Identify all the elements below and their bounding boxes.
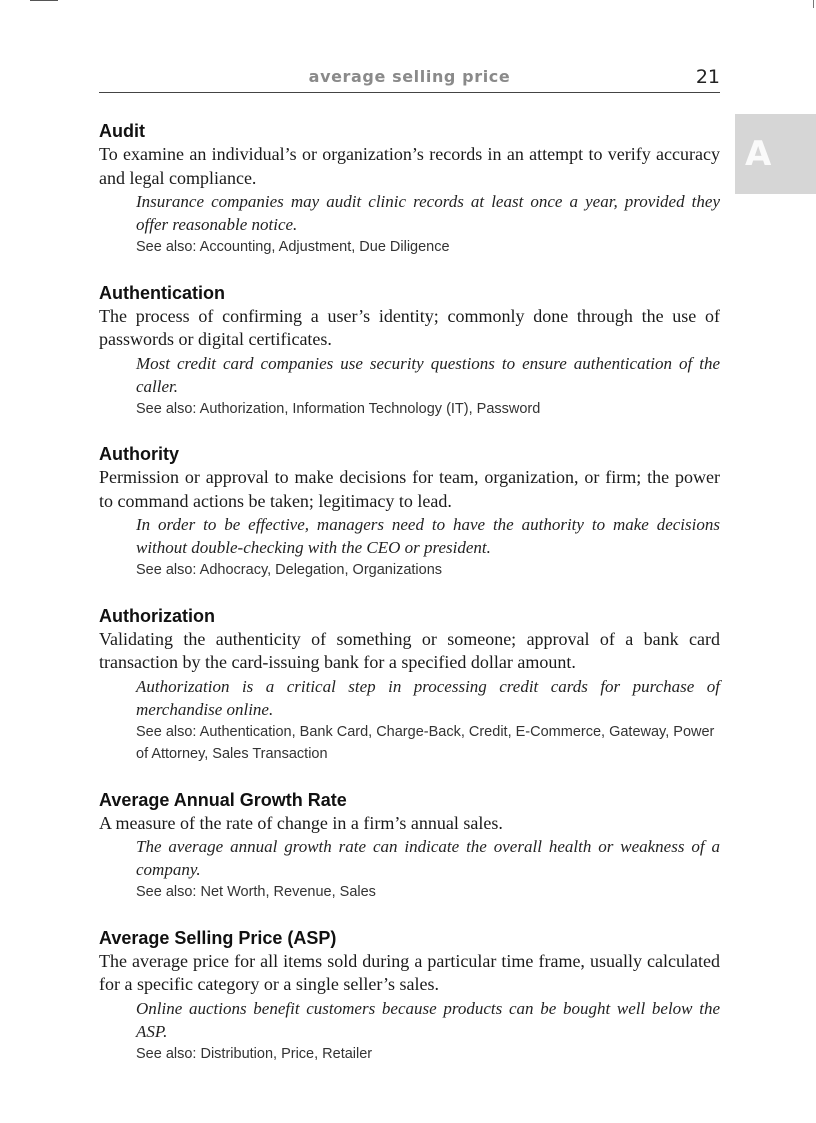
glossary-entry [99, 119, 720, 259]
entry-see-also: See also: Authorization, Information Technology (IT), Password [136, 400, 541, 417]
page-number: 21 [695, 66, 720, 88]
entry-definition: To examine an individual’s or organization’s records in an attempt to verify accuracy and legal compliance. [99, 144, 720, 188]
thumb-index-tab [735, 114, 816, 194]
running-header [99, 64, 720, 93]
entry-definition: A measure of the rate of change in a firm’s annual sales. [99, 812, 503, 833]
entry-example: In order to be effective, managers need to have the authority to make decisions without double-checking with the CEO or president. [136, 515, 720, 557]
entry-term: Authorization [99, 605, 215, 626]
entry-see-also: See also: Authentication, Bank Card, Charge-Back, Credit, E-Commerce, Gateway, Power of Attorney, Sales Transaction [136, 723, 715, 762]
entry-term: Audit [99, 121, 145, 141]
entry-definition: The average price for all items sold during a particular time frame, usually calculated for a specific category or a single seller’s sales. [99, 950, 720, 994]
entry-example: Online auctions benefit customers because products can be bought well below the ASP. [136, 998, 720, 1041]
entry-term: Average Selling Price (ASP) [99, 927, 337, 948]
entry-term: Average Annual Growth Rate [99, 789, 347, 810]
entry-see-also: See also: Accounting, Adjustment, Due Diligence [136, 239, 450, 255]
glossary-entry [99, 442, 720, 582]
entry-definition: Permission or approval to make decisions for team, organization, or firm; the power to command actions be taken; legitimacy to lead. [99, 467, 720, 511]
entry-definition: Validating the authenticity of something or someone; approval of a bank card transaction by the card-issuing bank for a specified dollar amount. [99, 628, 720, 672]
glossary-entry [99, 788, 720, 904]
entry-see-also: See also: Net Worth, Revenue, Sales [136, 884, 376, 900]
entry-term: Authority [99, 444, 179, 464]
entry-see-also: See also: Distribution, Price, Retailer [136, 1045, 373, 1062]
glossary-entry [99, 281, 720, 421]
crop-mark [813, 0, 814, 8]
entry-example: Insurance companies may audit clinic records at least once a year, provided they offer reasonable notice. [136, 192, 720, 234]
entry-example: The average annual growth rate can indicate the overall health or weakness of a company. [136, 837, 720, 879]
thumb-index-letter: A [745, 134, 772, 174]
entry-definition: The process of confirming a user’s identity; commonly done through the use of passwords or digital certificates. [99, 305, 720, 349]
entry-example: Most credit card companies use security questions to ensure authentication of the caller. [136, 353, 720, 396]
entry-see-also: See also: Adhocracy, Delegation, Organizations [136, 562, 443, 578]
glossary-entry [99, 604, 720, 766]
entry-term: Authentication [99, 282, 225, 303]
crop-mark [30, 0, 58, 1]
glossary-entry [99, 926, 720, 1066]
entry-example: Authorization is a critical step in processing credit cards for purchase of merchandise online. [136, 676, 720, 719]
running-title: average selling price [308, 67, 511, 86]
glossary-entries [99, 119, 720, 1087]
